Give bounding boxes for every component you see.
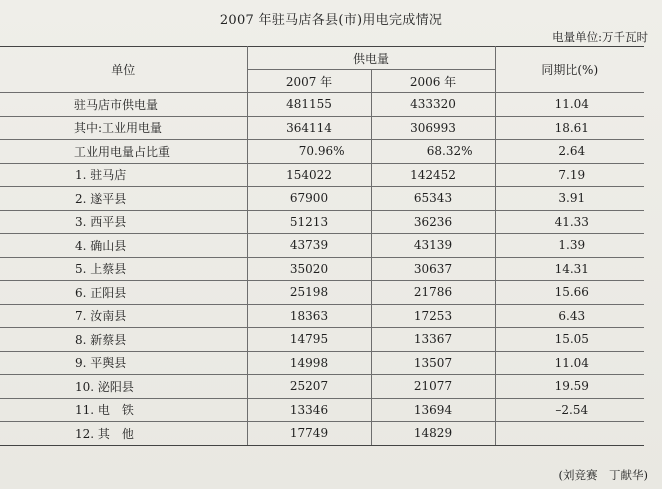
- value-2007: 14998: [247, 351, 371, 375]
- table-row: [0, 328, 644, 352]
- table-row: [0, 187, 644, 211]
- row-name: 2. 遂平县: [0, 187, 247, 211]
- value-yoy: 15.05: [495, 328, 644, 352]
- value-yoy: 11.04: [495, 93, 644, 117]
- value-yoy: 11.04: [495, 351, 644, 375]
- value-2007: 51213: [247, 210, 371, 234]
- value-2007: 364114: [247, 116, 371, 140]
- value-yoy: 2.64: [495, 140, 644, 164]
- table-row: [0, 93, 644, 117]
- value-2006: 21786: [371, 281, 495, 305]
- row-name: 5. 上蔡县: [0, 257, 247, 281]
- table-row: [0, 304, 644, 328]
- table-row: [0, 140, 644, 164]
- header-row-1: [0, 47, 644, 70]
- value-2006: 21077: [371, 375, 495, 399]
- value-2006: 30637: [371, 257, 495, 281]
- value-yoy: 18.61: [495, 116, 644, 140]
- unit-note: 电量单位:万千瓦时: [552, 30, 648, 44]
- row-name: 其中:工业用电量: [0, 116, 247, 140]
- document-title: 2007 年驻马店各县(市)用电完成情况: [219, 13, 443, 28]
- header-yoy: 同期比(%): [495, 47, 644, 93]
- value-2007: 67900: [247, 187, 371, 211]
- value-2006: 433320: [371, 93, 495, 117]
- value-yoy: 7.19: [495, 163, 644, 187]
- table-row: [0, 398, 644, 422]
- header-unit: 单位: [0, 47, 247, 93]
- value-yoy: –2.54: [495, 398, 644, 422]
- value-2007: 17749: [247, 422, 371, 446]
- value-2006: 68.32%: [371, 140, 495, 164]
- value-yoy: 19.59: [495, 375, 644, 399]
- value-2007: 35020: [247, 257, 371, 281]
- author-credit: (刘竞赛 丁献华): [558, 468, 648, 482]
- value-2006: 65343: [371, 187, 495, 211]
- row-name: 6. 正阳县: [0, 281, 247, 305]
- header-year-2007: 2007 年: [247, 70, 371, 93]
- value-2007: 25207: [247, 375, 371, 399]
- value-2007: 481155: [247, 93, 371, 117]
- table-row: [0, 281, 644, 305]
- value-yoy: 6.43: [495, 304, 644, 328]
- value-2006: 13694: [371, 398, 495, 422]
- value-2007: 14795: [247, 328, 371, 352]
- row-name: 7. 汝南县: [0, 304, 247, 328]
- value-2006: 142452: [371, 163, 495, 187]
- value-2007: 43739: [247, 234, 371, 258]
- header-year-2006: 2006 年: [371, 70, 495, 93]
- value-yoy: 14.31: [495, 257, 644, 281]
- table-row: [0, 422, 644, 446]
- row-name: 12. 其 他: [0, 422, 247, 446]
- row-name: 10. 泌阳县: [0, 375, 247, 399]
- header-supply-group: 供电量: [247, 47, 495, 70]
- table-row: [0, 351, 644, 375]
- row-name: 3. 西平县: [0, 210, 247, 234]
- table-row: [0, 210, 644, 234]
- row-name: 工业用电量占比重: [0, 140, 247, 164]
- table-row: [0, 116, 644, 140]
- row-name: 4. 确山县: [0, 234, 247, 258]
- value-2006: 306993: [371, 116, 495, 140]
- value-yoy: 41.33: [495, 210, 644, 234]
- power-supply-table: [0, 46, 644, 446]
- value-2007: 25198: [247, 281, 371, 305]
- value-2006: 17253: [371, 304, 495, 328]
- value-2007: 18363: [247, 304, 371, 328]
- value-yoy: 3.91: [495, 187, 644, 211]
- value-2007: 13346: [247, 398, 371, 422]
- value-yoy: 1.39: [495, 234, 644, 258]
- row-name: 11. 电 铁: [0, 398, 247, 422]
- value-2006: 14829: [371, 422, 495, 446]
- value-2007: 70.96%: [247, 140, 371, 164]
- value-2006: 36236: [371, 210, 495, 234]
- value-yoy: 15.66: [495, 281, 644, 305]
- value-2007: 154022: [247, 163, 371, 187]
- value-2006: 13367: [371, 328, 495, 352]
- value-2006: 13507: [371, 351, 495, 375]
- table-row: [0, 257, 644, 281]
- table-row: [0, 234, 644, 258]
- row-name: 9. 平舆县: [0, 351, 247, 375]
- table-row: [0, 163, 644, 187]
- row-name: 驻马店市供电量: [0, 93, 247, 117]
- table-row: [0, 375, 644, 399]
- value-2006: 43139: [371, 234, 495, 258]
- row-name: 8. 新蔡县: [0, 328, 247, 352]
- row-name: 1. 驻马店: [0, 163, 247, 187]
- value-yoy: [495, 422, 644, 446]
